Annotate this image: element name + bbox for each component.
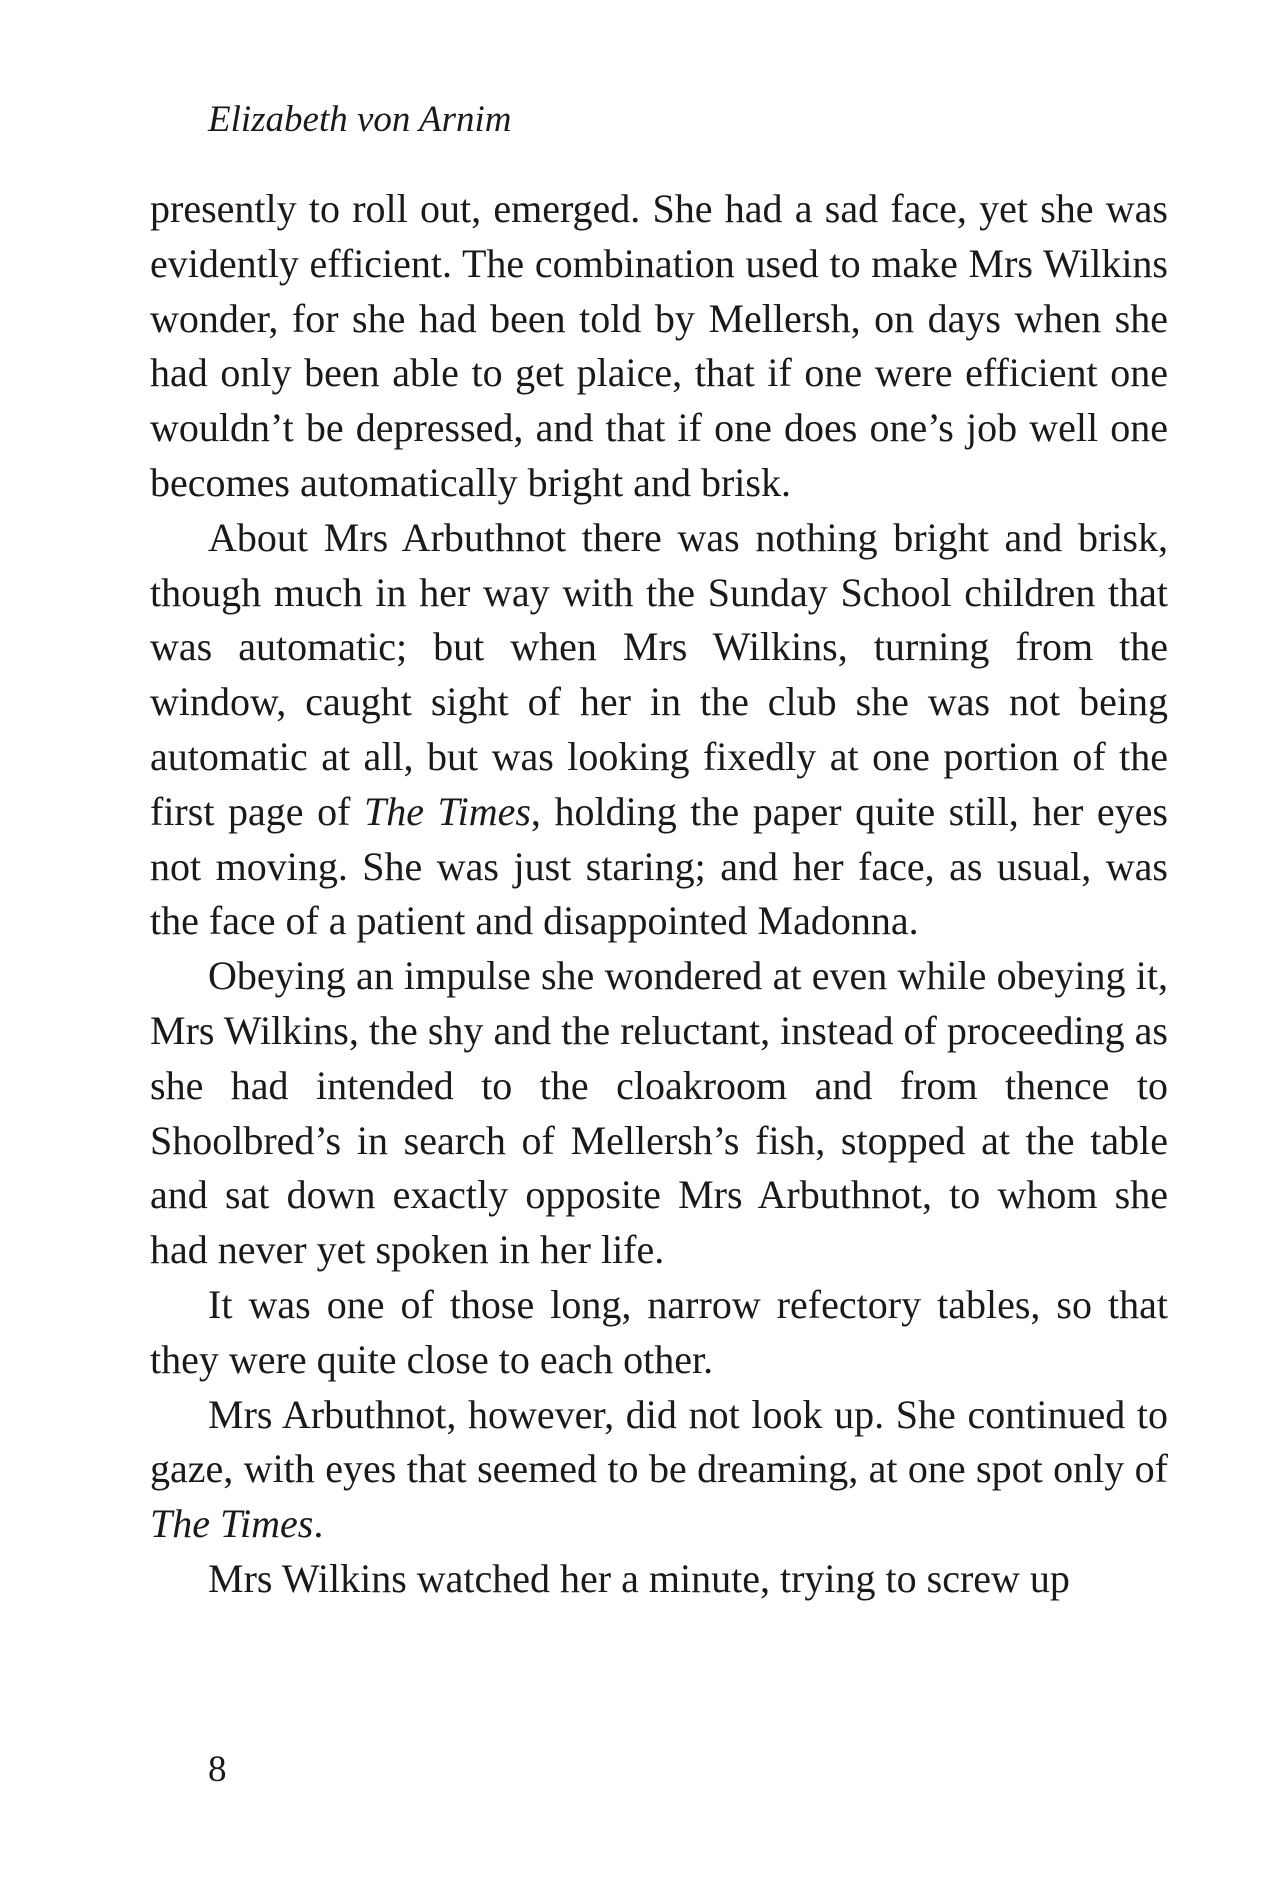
paragraph-6: Mrs Wilkins watched her a minute, trying to screw up <box>208 1555 1070 1601</box>
paragraph-4: It was one of those long, narrow refectory tables, so that they were quite close to each other. <box>150 1281 1168 1382</box>
page-number: 8 <box>208 1749 227 1790</box>
newspaper-title: The Times <box>150 1501 314 1547</box>
paragraph-3: Obeying an impulse she wondered at even while obeying it, Mrs Wilkins, the shy and the reluctant, instead of proceeding as she had intended to the cloakroom and from thence to Shoolbred’s in search of Mellersh’s fish, stopped at the table and sat down exactly opposite Mrs Arbuthnot, to whom she had never yet spoken in her life. <box>150 953 1168 1273</box>
paragraph-2: About Mrs Arbuthnot there was nothing bright and brisk, though much in her way with the Sunday School children that was automatic; but when Mrs Wilkins, turning from the window, caught sight of her in the club she was not being automatic at all, but was looking fixedly at one portion of the first page of The Times, holding the paper quite still, her eyes not moving. She was just staring; and her face, as usual, was the face of a patient and disappointed Madonna. <box>150 514 1168 944</box>
body-text <box>150 182 1168 1607</box>
paragraph-5: Mrs Arbuthnot, however, did not look up. She continued to gaze, with eyes that seemed to be dreaming, at one spot only of The Times. <box>150 1391 1168 1547</box>
running-head: Elizabeth von Arnim <box>208 99 512 140</box>
newspaper-title: The Times <box>363 788 531 834</box>
paragraph-1: presently to roll out, emerged. She had a sad face, yet she was evidently efficient. The combination used to make Mrs Wilkins wonder, for she had been told by Mellersh, on days when she had only been able to get plaice, that if one were efficient one wouldn’t be depressed, and that if one does one’s job well one becomes automatically bright and brisk. <box>150 186 1168 505</box>
